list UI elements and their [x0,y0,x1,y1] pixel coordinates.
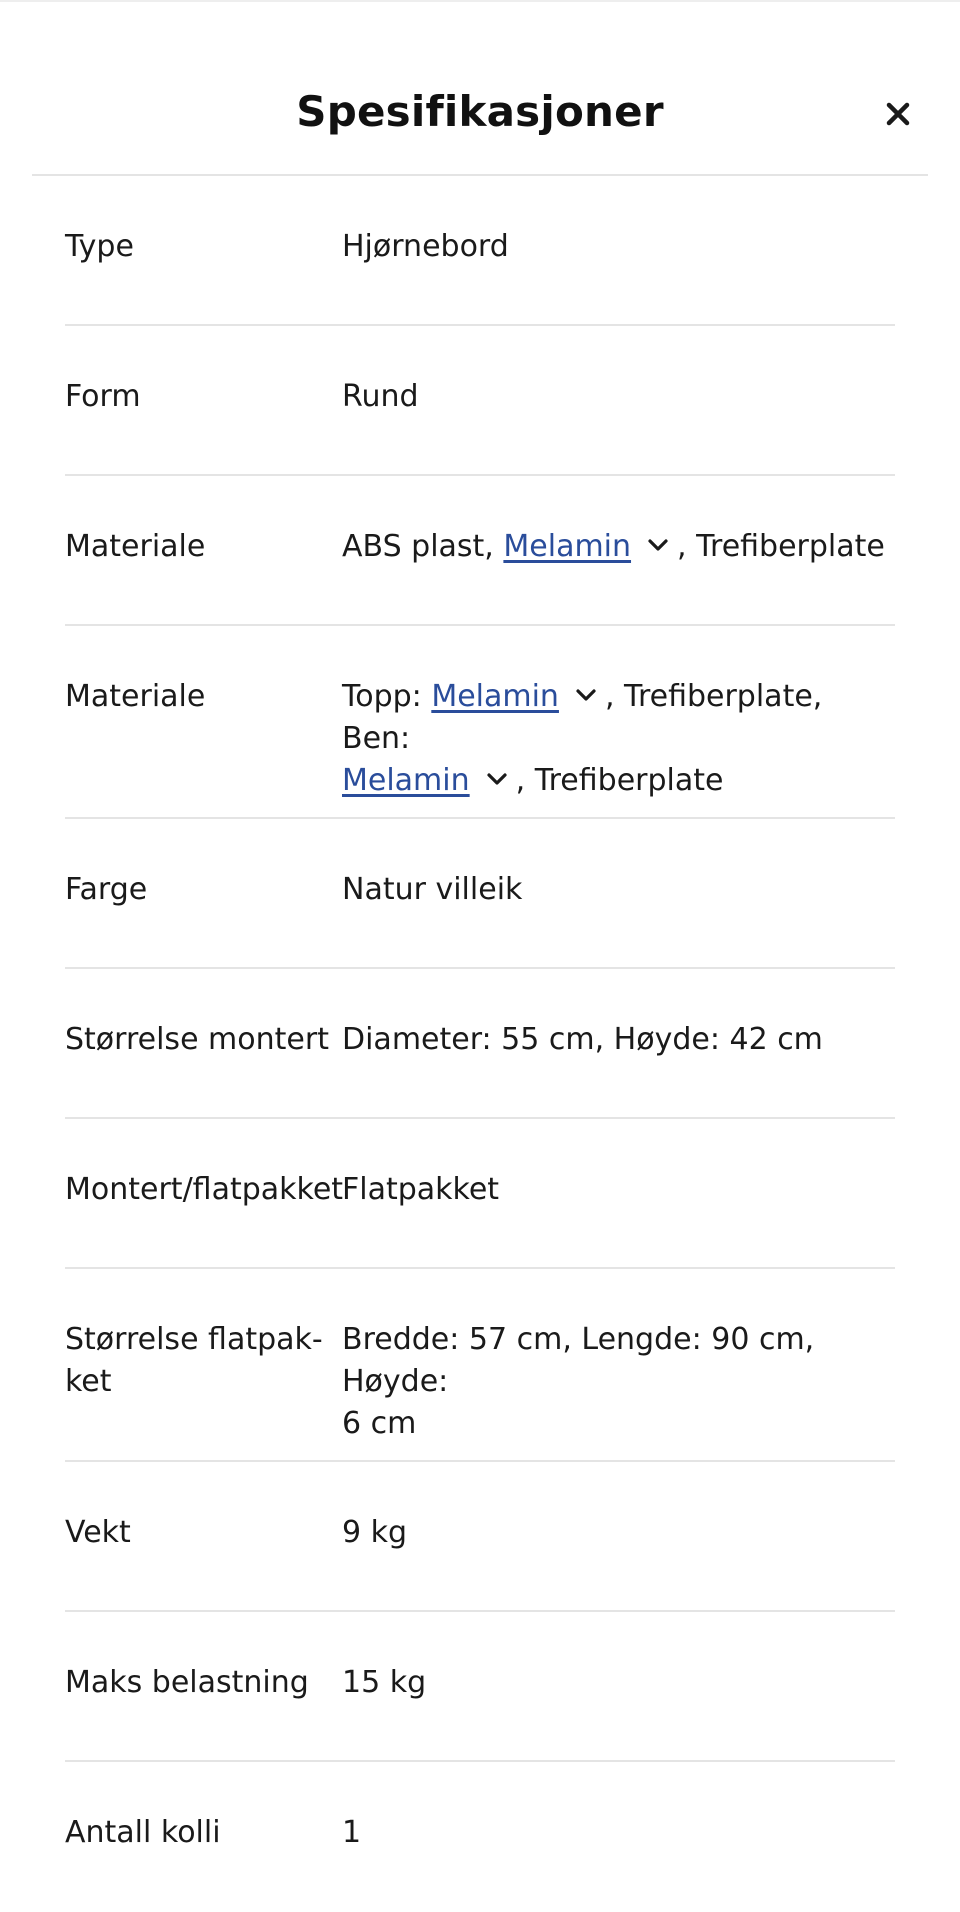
spec-label [65,1319,345,1403]
spec-row-size-flatpack [65,1269,895,1462]
spec-label: Type [65,229,134,264]
spec-label: Montert/flatpakket [65,1172,344,1207]
spec-row-materiale [65,476,895,626]
spec-value: Natur villeik [342,872,523,907]
value-text: , Trefiberplate [677,529,885,564]
value-text: , Trefiberplate [515,763,724,798]
spec-value: Flatpakket [342,1172,500,1207]
spec-label: Materiale [65,679,206,714]
label-line: ket [65,1364,112,1399]
spec-label: Antall kolli [65,1815,221,1850]
spec-label: Materiale [65,529,206,564]
spec-value: 1 [342,1815,362,1850]
label-line: Størrelse flatpak- [65,1322,323,1357]
spec-label: Størrelse montert [65,1022,329,1057]
close-icon [876,92,920,136]
modal-header [32,0,928,176]
melamin-link[interactable]: Melamin [431,679,559,714]
value-line [342,676,897,760]
melamin-link[interactable]: Melamin [503,529,632,564]
spec-value [342,526,897,568]
spec-row-assembled-flatpack [65,1119,895,1269]
close-button[interactable] [876,92,920,136]
spec-label: Vekt [65,1515,131,1550]
value-line [342,760,897,802]
spec-row-size-assembled [65,969,895,1119]
spec-row-package-count [65,1762,895,1912]
spec-value: Diameter: 55 cm, Høyde: 42 cm [342,1022,823,1057]
chevron-down-icon[interactable] [484,766,510,792]
spec-value: 15 kg [342,1665,427,1700]
spec-row-type [65,176,895,326]
page-title: Spesifikasjoner [296,87,664,136]
spec-row-max-load [65,1612,895,1762]
spec-label: Farge [65,872,148,907]
spec-row-materiale-detail [65,626,895,819]
spec-value [342,676,897,802]
value-line: Bredde: 57 cm, Lengde: 90 cm, Høyde: [342,1322,815,1399]
spec-row-form [65,326,895,476]
value-text: Topp: [342,679,432,714]
chevron-down-icon[interactable] [645,532,671,558]
value-text: ABS plast, [342,529,504,564]
spec-label: Form [65,379,141,414]
spec-row-farge [65,819,895,969]
chevron-down-icon[interactable] [573,682,599,708]
spec-value: Hjørnebord [342,229,509,264]
value-text: , Trefiberplate, Ben: [342,679,823,756]
spec-value: 9 kg [342,1515,408,1550]
spec-label: Maks belastning [65,1665,309,1700]
melamin-link[interactable]: Melamin [342,763,470,798]
spec-row-weight [65,1462,895,1612]
spec-value: Rund [342,379,419,414]
spec-value [342,1319,897,1445]
value-line: 6 cm [342,1406,417,1441]
specifications-list [65,176,895,1912]
